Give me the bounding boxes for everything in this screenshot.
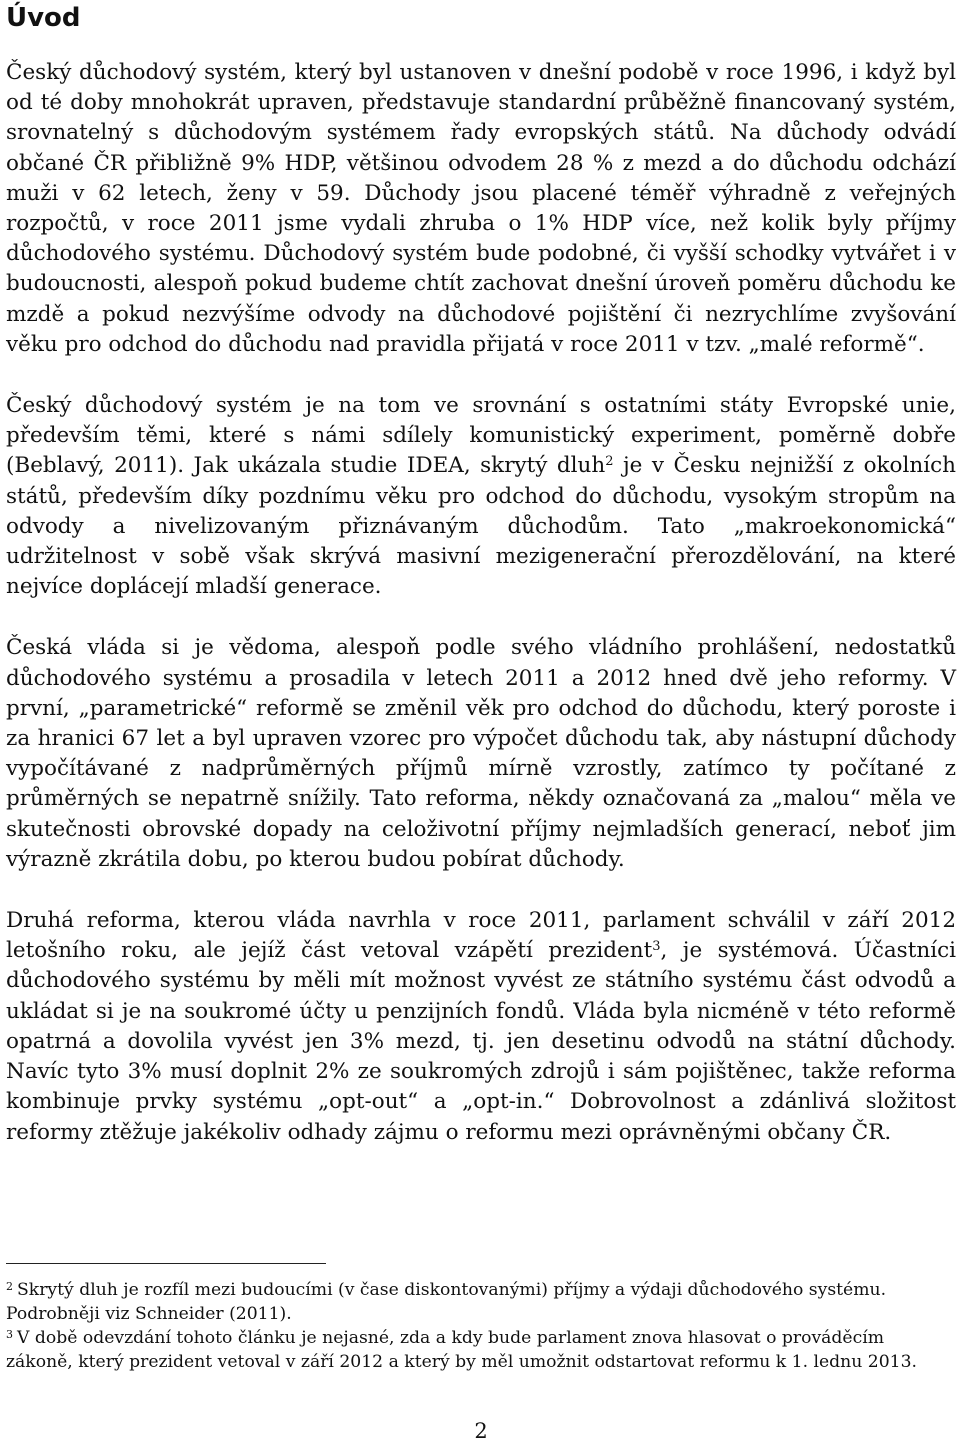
paragraph-2 <box>6 391 956 602</box>
footnote-2-mark: 2 <box>6 1280 13 1293</box>
paragraph-1-text: Český důchodový systém, který byl ustanoven v dnešní podobě v roce 1996, i když byl od té doby mnohokrát upraven, představuje standardní průběžně financovaný systém, srovnatelný s důchodovým systémem řady evropských států. Na důchody odvádí občané ČR přibližně 9% HDP, většinou odvodem 28 % z mezd a do důchodu odchází muži v 62 letech, ženy v 59. Důchody jsou placené téměř výhradně z veřejných rozpočtů, v roce 2011 jsme vydali zhruba o 1% HDP více, než kolik byly příjmy důchodového systému. Důchodový systém bude podobné, či vyšší schodky vytvářet i v budoucnosti, alespoň pokud budeme chtít zachovat dnešní úroveň poměru důchodu ke mzdě a pokud nezvýšíme odvody na důchodové pojištění či nezrychlíme zvyšování věku pro odchod do důchodu nad pravidla přijatá v roce 2011 v tzv. „malé reformě“. <box>6 60 956 357</box>
paragraph-3-text: Česká vláda si je vědoma, alespoň podle svého vládního prohlášení, nedostatků důchodového systému a prosadila v letech 2011 a 2012 hned dvě jeho reformy. V první, „parametrické“ reformě se změnil věk pro odchod do důchodu, který poroste i za hranici 67 let a byl upraven vzorec pro výpočet důchodu tak, aby nástupní důchody vypočítávané z nadprůměrných příjmů mírně vzrostly, zatímco ty počítané z průměrných se nepatrně snížily. Tato reforma, někdy označovaná za „malou“ měla ve skutečnosti obrovské dopady na celoživotní příjmy nejmladších generací, neboť jim výrazně zkrátila dobu, po kterou budou pobírat důchody. <box>6 635 956 872</box>
paragraph-1 <box>6 58 956 360</box>
footnote-3-text: V době odevzdání tohoto článku je nejasné, zda a kdy bude parlament znova hlasovat o prováděcím zákoně, který prezident vetoval v září 2012 a který by měl umožnit odstartovat reformu k 1. lednu 2013. <box>6 1328 917 1372</box>
paragraph-2-text-after: je v Česku nejnižší z okolních států, především díky pozdnímu věku pro odchod do důchodu, vysokým stropům na odvody a nivelizovaným přiznávaným důchodům. Tato „makroekonomická“ udržitelnost v sobě však skrývá masivní mezigenerační přerozdělování, na které nejvíce doplácejí mladší generace. <box>6 453 956 600</box>
paragraph-2-text-before: Český důchodový systém je na tom ve srovnání s ostatními státy Evropské unie, především těmi, které s námi sdílely komunistický experiment, poměrně dobře (Beblavý, 2011). Jak ukázala studie IDEA, skrytý dluh <box>6 393 956 479</box>
document-page <box>6 0 956 1449</box>
footnote-ref-2[interactable]: 2 <box>605 454 614 470</box>
footnote-2-text: Skrytý dluh je rozfíl mezi budoucími (v čase diskontovanými) příjmy a výdaji důchodového systému. Podrobněji viz Schneider (2011). <box>6 1280 887 1324</box>
paragraph-4 <box>6 906 956 1148</box>
section-heading: Úvod <box>6 3 81 33</box>
footnote-2 <box>6 1278 956 1326</box>
page-number: 2 <box>474 1419 488 1443</box>
footnote-ref-3[interactable]: 3 <box>652 939 661 955</box>
paragraph-3 <box>6 633 956 875</box>
footnote-separator <box>6 1263 326 1264</box>
body-text <box>6 58 956 1179</box>
footnote-3-mark: 3 <box>6 1328 13 1341</box>
paragraph-4-text-before: Druhá reforma, kterou vláda navrhla v roce 2011, parlament schválil v září 2012 letošního roku, ale jejíž část vetoval vzápětí prezident <box>6 908 956 964</box>
footnote-3 <box>6 1326 956 1374</box>
footnotes <box>6 1278 956 1374</box>
paragraph-4-text-after: , je systémová. Účastníci důchodového systému by měli mít možnost vyvést ze státního systému část odvodů a ukládat si je na soukromé účty u penzijních fondů. Vláda byla nicméně v této reformě opatrná a dovolila vyvést jen 3% mezd, tj. jen desetinu odvodů na státní důchody. Navíc tyto 3% musí doplnit 2% ze soukromých zdrojů i sám pojištěnec, takže reforma kombinuje prvky systému „opt-out“ a „opt-in.“ Dobrovolnost a zdánlivá složitost reformy ztěžuje jakékoliv odhady zájmu o reformu mezi oprávněnými občany ČR. <box>6 938 956 1145</box>
